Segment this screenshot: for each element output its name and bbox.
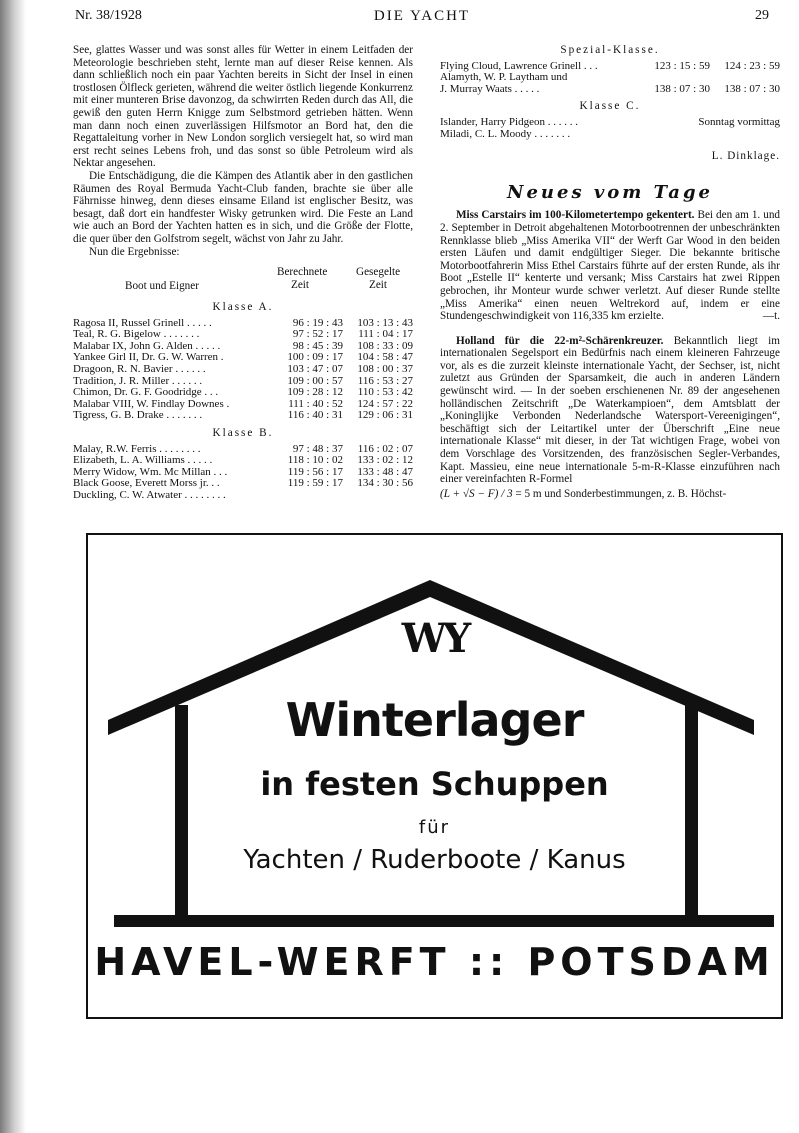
boat-and-owner: J. Murray Waats . . . . . bbox=[440, 83, 540, 95]
col-header-calc-time: Zeit bbox=[291, 279, 310, 292]
news-item-carstairs-body: Bei den am 1. und 2. September in Detroit abgehaltenen Motorbootrennen der unbeschränkten Rennklasse blieb „Miss Amerika VII“ der Werft Gar Wood in den beiden ersten Läufen und damit endgültiger Sieger. Die bekannte britische Motorbootfahrerin Miss Ethel Carstairs führte auf der ersten Runde, als ihr Boot „Estelle II“ kenterte und versank; Miss Carstairs hat zwei Rippen gebrochen, ihr Monteur wurde schwer verletzt. Auf dieser Runde stellte „Miss Amerika“ einen neuen Weltrekord auf, indem er eine Stundengeschwindigkeit von 116,335 km erzielte. bbox=[440, 209, 781, 323]
boat-and-owner: Chimon, Dr. G. F. Goodridge . . . bbox=[73, 387, 219, 399]
news-item-holland bbox=[440, 335, 780, 486]
calculated-time: 116 : 40 : 31 bbox=[287, 409, 343, 422]
ad-subheadline: in festen Schuppen bbox=[260, 765, 609, 803]
r-formula: (L + √S − F) / 3 bbox=[440, 487, 513, 500]
news-item-holland-body: Bekanntlich liegt im internationalen Segelsport ein Bedürfnis nach einem kleineren Fahrzeuge vor, als es die zurzeit kleinste internationale Yacht, der Sechser, ist, nicht zuletzt aus Gründen der Sparsamkeit, die auch in anderen Ländern gewünscht wird. — In der soeben erschienenen Nr. 89 der angesehenen holländischen Zeitschrift „De Waterkampioen“, dem Amtsblatt der „Koninglijke Verbonden Nederlandsche Watersport-Vereenigingen“, beschäftigt sich der Leitartikel unter der Überschrift „Eine neue internationale Klasse“ mit dieser, in der Tat wichtigen Frage, wobei von dem Vorschlage des Vorsitzenden, des französischen Segler-Verbandes, Kapt. Massieu, eine neue internationale 5-m-R-Klasse einzuführen nach einer vereinfachten R-Formel bbox=[440, 334, 780, 486]
boat-and-owner: Merry Widow, Wm. Mc Millan . . . bbox=[73, 466, 228, 478]
calculated-time: 100 : 09 : 17 bbox=[287, 351, 343, 364]
calculated-time: 109 : 28 : 12 bbox=[287, 386, 343, 399]
calculated-time: 119 : 59 : 17 bbox=[287, 477, 343, 490]
class-c-heading: Klasse C. bbox=[579, 100, 641, 113]
boat-and-owner: Teal, R. G. Bigelow . . . . . . . bbox=[73, 329, 200, 341]
col-header-sailed-time: Zeit bbox=[369, 279, 388, 292]
calculated-time: 98 : 45 : 39 bbox=[292, 339, 343, 352]
class-a-table bbox=[73, 318, 413, 422]
boat-and-owner: Alamyth, W. P. Laytham und bbox=[440, 72, 568, 84]
boat-and-owner: Tradition, J. R. Miller . . . . . . bbox=[73, 375, 203, 387]
formula-line bbox=[440, 488, 780, 501]
boat-and-owner: Ragosa II, Russel Grinell . . . . . bbox=[73, 317, 212, 329]
class-b-table bbox=[73, 444, 413, 502]
sailed-time bbox=[343, 490, 413, 502]
boat-and-owner: Elizabeth, L. A. Williams . . . . . bbox=[73, 455, 213, 467]
calculated-time: 109 : 00 : 57 bbox=[287, 374, 343, 387]
boat-and-owner: Malay, R.W. Ferris . . . . . . . . bbox=[73, 443, 201, 455]
page-header bbox=[75, 8, 769, 28]
paragraph-bermuda: Die Entschädigung, die die Kämpen des Atlantik aber in den gastlichen Räumen des Royal Bermuda Yacht-Club fanden, brachte sie über alle Fährnisse hinweg, denn dieses einsame Eiland ist englischer Besitz, was besagt, daß dort ein handfester Wisky getrunken wird. Die Feste an Land wie auch an Bord der Yachten hatten es in sich, und die Größe der Flotte, die quer über den Golfstrom segelt, wächst von Jahr zu Jahr. bbox=[73, 169, 413, 245]
boat-and-owner: Tigress, G. B. Drake . . . . . . . bbox=[73, 410, 203, 422]
class-c-table bbox=[440, 117, 780, 140]
issue-number: Nr. 38/1928 bbox=[75, 8, 142, 23]
news-item-holland-title: Holland für die 22-m²-Schärenkreuzer. bbox=[456, 334, 664, 347]
result-row bbox=[73, 490, 413, 502]
calculated-time: 138 : 07 : 30 bbox=[654, 82, 710, 95]
result-row bbox=[440, 129, 780, 141]
sailed-time: 103 : 13 : 43 bbox=[357, 316, 413, 329]
sailed-time: 111 : 04 : 17 bbox=[358, 328, 413, 341]
boat-and-owner: Yankee Girl II, Dr. G. W. Warren . bbox=[73, 352, 224, 364]
paragraph-results-intro: Nun die Ergebnisse: bbox=[89, 245, 180, 258]
ad-for: für bbox=[418, 817, 451, 838]
calculated-time: 111 : 40 : 52 bbox=[288, 397, 343, 410]
ad-boat-types: Yachten / Ruderboote / Kanus bbox=[243, 845, 626, 875]
boat-and-owner: Duckling, C. W. Atwater . . . . . . . . bbox=[73, 490, 226, 501]
left-column bbox=[73, 44, 413, 502]
sailed-time: 138 : 07 : 30 bbox=[724, 82, 780, 95]
sailed-time: 116 : 53 : 27 bbox=[357, 374, 413, 387]
class-a-heading: Klasse A. bbox=[212, 301, 274, 314]
boat-and-owner: Malabar IX, John G. Alden . . . . . bbox=[73, 340, 221, 352]
boat-and-owner: Black Goose, Everett Morss jr. . . bbox=[73, 478, 220, 490]
page-number: 29 bbox=[755, 8, 769, 23]
news-item-carstairs bbox=[440, 209, 780, 322]
ad-company-name: HAVEL-WERFT :: POTSDAM bbox=[94, 940, 775, 984]
paragraph-weather: See, glattes Wasser und was sonst alles für Wetter in einem Leitfaden der Meteorologie beschrieben steht, lernte man auf dieser Reise kennen. Als dann schließlich noch ein paar Yachten bereits in Sicht der Insel in einen trostlosen Ölfleck gerieten, während die weiter östlich liegende Konkurrenz mit einer munteren Brise davonzog, da schwirrten Reden durch das All, die gewiß den guten Herrn Knigge zum Selbstmord getrieben hätten. Wenn man dann noch einen zuverlässigen Hilfsmotor an Bord hat, den die Regattaleitung vorher in New London sorglich versiegelt hat, so wird man erst recht seines Lebens froh, und das sonst so üble Petroleum wird als Nektar angesehen. bbox=[73, 44, 413, 170]
sailed-time: 108 : 00 : 37 bbox=[357, 363, 413, 376]
boat-and-owner: Flying Cloud, Lawrence Grinell . . . bbox=[440, 60, 598, 72]
calculated-time: 96 : 19 : 43 bbox=[292, 316, 343, 329]
sailed-time: 133 : 02 : 12 bbox=[357, 454, 413, 467]
havel-werft-logo: WY bbox=[401, 615, 468, 662]
boat-and-owner: Miladi, C. L. Moody . . . . . . . bbox=[440, 128, 571, 140]
right-column bbox=[440, 44, 780, 500]
boat-and-owner: Dragoon, R. N. Bavier . . . . . . bbox=[73, 364, 206, 376]
house-floor bbox=[114, 915, 774, 927]
sailed-time: 116 : 02 : 07 bbox=[357, 442, 413, 455]
calculated-time: 103 : 47 : 07 bbox=[287, 363, 343, 376]
result-row bbox=[73, 364, 413, 376]
article-signature: L. Dinklage. bbox=[711, 150, 780, 163]
result-row bbox=[440, 117, 780, 129]
sailed-time: 124 : 23 : 59 bbox=[724, 59, 780, 72]
sailed-time: 104 : 58 : 47 bbox=[357, 351, 413, 364]
sailed-time: 133 : 48 : 47 bbox=[357, 465, 413, 478]
boat-and-owner: Islander, Harry Pidgeon . . . . . . bbox=[440, 116, 578, 128]
news-item-carstairs-signature: —t. bbox=[762, 310, 780, 323]
result-row bbox=[440, 61, 780, 73]
spezial-class-heading: Spezial-Klasse. bbox=[560, 44, 660, 56]
calculated-time: 119 : 56 : 17 bbox=[287, 465, 343, 478]
magazine-title: DIE YACHT bbox=[373, 8, 471, 24]
result-row bbox=[440, 84, 780, 96]
calculated-time: 123 : 15 : 59 bbox=[654, 59, 710, 72]
calculated-time: 97 : 48 : 37 bbox=[292, 442, 343, 455]
sailed-time: 129 : 06 : 31 bbox=[357, 409, 413, 422]
sailed-time: 124 : 57 : 22 bbox=[357, 397, 413, 410]
news-item-carstairs-title: Miss Carstairs im 100-Kilometertempo gekentert. bbox=[456, 209, 695, 222]
results-column-headers bbox=[73, 260, 413, 296]
spezial-class-table bbox=[440, 61, 780, 96]
sailed-time: 110 : 53 : 42 bbox=[357, 386, 413, 399]
advertisement-box bbox=[86, 533, 783, 1019]
ad-headline: Winterlager bbox=[285, 693, 584, 747]
formula-tail: = 5 m und Sonderbestimmungen, z. B. Höchst- bbox=[515, 487, 727, 500]
result-row bbox=[73, 410, 413, 422]
sailed-time: 108 : 33 : 09 bbox=[357, 339, 413, 352]
finish-note bbox=[654, 129, 780, 141]
col-header-boat: Boot und Eigner bbox=[125, 280, 199, 293]
section-headline: Neues vom Tage bbox=[507, 181, 713, 203]
page-binding-shadow bbox=[0, 0, 26, 1133]
result-row bbox=[73, 478, 413, 490]
sailed-time: 134 : 30 : 56 bbox=[357, 477, 413, 490]
calculated-time: 97 : 52 : 17 bbox=[292, 328, 343, 341]
calculated-time: 118 : 10 : 02 bbox=[287, 454, 343, 467]
class-b-heading: Klasse B. bbox=[212, 427, 274, 440]
finish-note: Sonntag vormittag bbox=[698, 115, 780, 128]
col-header-calc: Berechnete bbox=[277, 266, 328, 279]
boat-and-owner: Malabar VIII, W. Findlay Downes . bbox=[73, 398, 230, 410]
col-header-sailed: Gesegelte bbox=[356, 266, 401, 279]
calculated-time bbox=[273, 490, 343, 502]
